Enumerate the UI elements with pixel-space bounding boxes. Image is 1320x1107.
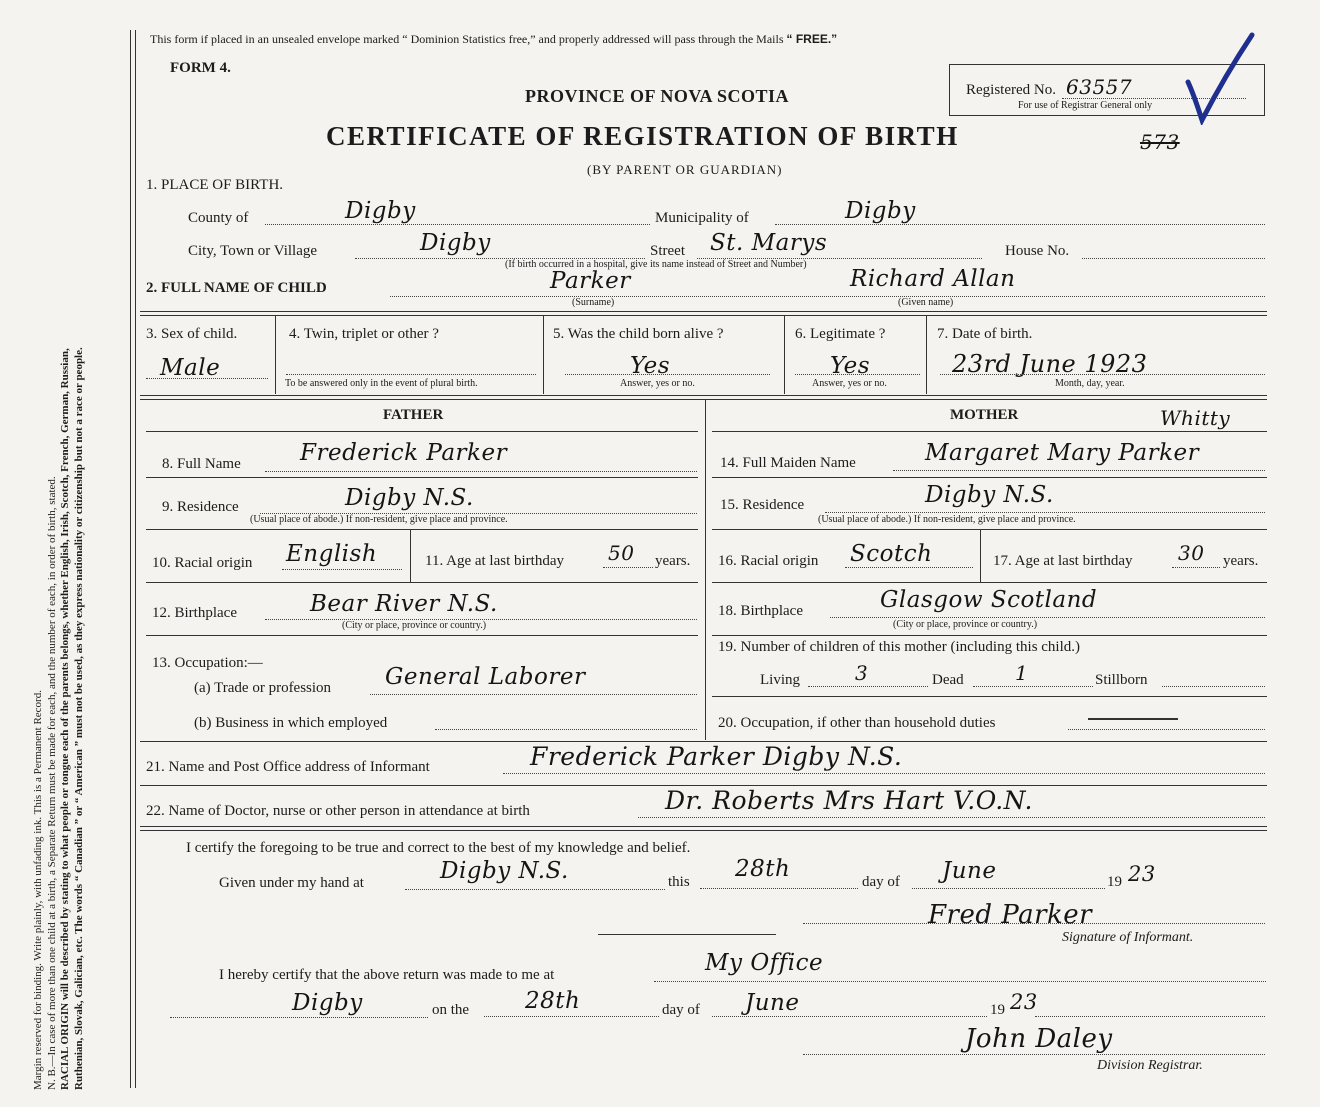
informant-value: Frederick Parker Digby N.S. [530, 742, 903, 771]
business-label: (b) Business in which employed [194, 715, 388, 731]
street-value: St. Marys [710, 230, 828, 256]
father-race-value: English [286, 541, 378, 567]
occupation-label: 13. Occupation:— [152, 655, 263, 671]
mother-age-label: 17. Age at last birthday [993, 553, 1133, 569]
surname-caption: (Surname) [572, 297, 615, 308]
onthe-label: on the [432, 1002, 470, 1018]
dob-caption: Month, day, year. [1055, 378, 1125, 389]
given-name-value: Richard Allan [850, 266, 1016, 292]
mother-race-label: 16. Racial origin [718, 553, 819, 569]
this-label: this [668, 874, 690, 890]
page-title: CERTIFICATE OF REGISTRATION OF BIRTH [326, 121, 959, 151]
page-subtitle: (BY PARENT OR GUARDIAN) [587, 162, 783, 177]
mother-occupation-dash [1088, 718, 1178, 720]
living-label: Living [760, 672, 800, 688]
mother-age-unit: years. [1223, 553, 1259, 569]
informant-signature: Fred Parker [928, 900, 1093, 930]
legit-caption: Answer, yes or no. [812, 378, 887, 389]
mother-res-label: 15. Residence [720, 497, 805, 513]
father-res-value: Digby N.S. [345, 485, 474, 511]
father-header: FATHER [383, 407, 444, 423]
dob-value: 23rd June 1923 [952, 350, 1148, 378]
form-number: FORM 4. [170, 60, 231, 76]
twin-label: 4. Twin, triplet or other ? [289, 326, 439, 342]
alive-caption: Answer, yes or no. [620, 378, 695, 389]
mother-res-value: Digby N.S. [925, 482, 1054, 508]
mother-birth-caption: (City or place, province or country.) [893, 619, 1038, 630]
dead-label: Dead [932, 672, 964, 688]
margin-line-4: Ruthenian, Slovak, Galician, etc. The words “ Canadian ” or “ American ” must not be used, as they express nationality or citizenship but not a race or people. [72, 347, 85, 1090]
doctor-label: 22. Name of Doctor, nurse or other person in attendance at birth [146, 803, 530, 819]
place-section-label: 1. PLACE OF BIRTH. [146, 177, 284, 193]
province-heading: PROVINCE OF NOVA SCOTIA [525, 86, 790, 106]
father-birth-caption: (City or place, province or country.) [342, 620, 487, 631]
father-name-value: Frederick Parker [300, 440, 508, 466]
margin-line-1: Margin reserved for binding. Write plainly, with unfading ink. This is a Permanent Record. [32, 690, 44, 1090]
certify-year-value: 23 [1128, 862, 1156, 886]
living-value: 3 [855, 661, 869, 685]
father-res-caption: (Usual place of abode.) If non-resident, give place and province. [250, 514, 508, 525]
father-res-label: 9. Residence [162, 499, 239, 515]
child-name-label: 2. FULL NAME OF CHILD [146, 280, 327, 296]
registrar-note: For use of Registrar General only [1018, 100, 1153, 111]
father-age-value: 50 [608, 541, 635, 565]
mother-birth-value: Glasgow Scotland [880, 587, 1098, 613]
registrar-sig-caption: Division Registrar. [1097, 1058, 1203, 1073]
certify-dayof-label: day of [862, 874, 900, 890]
registrar-place-value: My Office [705, 950, 824, 976]
father-age-unit: years. [655, 553, 691, 569]
father-race-label: 10. Racial origin [152, 555, 253, 571]
trade-label: (a) Trade or profession [194, 680, 332, 696]
alive-label: 5. Was the child born alive ? [553, 326, 724, 342]
checkmark-icon [1180, 30, 1260, 125]
city-value: Digby [420, 230, 491, 256]
legit-value: Yes [830, 353, 871, 379]
surname-value: Parker [550, 268, 631, 294]
maiden-correction: Whitty [1160, 406, 1231, 430]
alive-value: Yes [630, 353, 671, 379]
house-label: House No. [1005, 243, 1070, 259]
registrar-signature: John Daley [965, 1024, 1113, 1054]
county-label: County of [188, 210, 249, 226]
sex-value: Male [160, 355, 221, 381]
doctor-value: Dr. Roberts Mrs Hart V.O.N. [665, 786, 1033, 815]
registrar-dayof-label: day of [662, 1002, 700, 1018]
informant-label: 21. Name and Post Office address of Informant [146, 759, 430, 775]
left-border [130, 30, 131, 1088]
registrar-statement: I hereby certify that the above return was made to me at [219, 967, 555, 983]
county-value: Digby [345, 198, 416, 224]
margin-line-3: RACIAL ORIGIN will be described by stating to what people or tongue each of the parents belongs, whether English, Irish, Scotch, French, German, Russian, [59, 348, 71, 1090]
certify-year-prefix: 19 [1107, 874, 1122, 890]
corner-number: 573 [1140, 130, 1180, 154]
dob-label: 7. Date of birth. [937, 326, 1033, 342]
street-label: Street [650, 243, 685, 259]
maiden-name-label: 14. Full Maiden Name [720, 455, 856, 471]
registrar-year-prefix: 19 [990, 1002, 1005, 1018]
maiden-name-value: Margaret Mary Parker [925, 440, 1200, 466]
father-birth-label: 12. Birthplace [152, 605, 237, 621]
mother-header: MOTHER [950, 407, 1019, 423]
municipality-value: Digby [845, 198, 916, 224]
registrar-town-value: Digby [292, 990, 363, 1016]
stillborn-label: Stillborn [1095, 672, 1148, 688]
city-label: City, Town or Village [188, 243, 318, 259]
margin-instructions [32, 10, 86, 1090]
certify-statement: I certify the foregoing to be true and correct to the best of my knowledge and belief. [186, 840, 691, 856]
registrar-month-value: June [745, 990, 800, 1016]
registered-label: Registered No. [966, 82, 1056, 98]
hospital-note: (If birth occurred in a hospital, give its name instead of Street and Number) [505, 259, 807, 270]
registered-number: 63557 [1066, 75, 1133, 99]
mother-res-caption: (Usual place of abode.) If non-resident, give place and province. [818, 514, 1076, 525]
registrar-year-value: 23 [1010, 990, 1038, 1014]
municipality-label: Municipality of [655, 210, 749, 226]
sex-label: 3. Sex of child. [146, 326, 238, 342]
mother-occupation-label: 20. Occupation, if other than household duties [718, 715, 996, 731]
mother-birth-label: 18. Birthplace [718, 603, 803, 619]
registrar-day-value: 28th [525, 988, 581, 1014]
margin-line-2: N. B.—In case of more than one child at a birth, a Separate Return must be made for each, and the number of each, in order of birth, stated. [45, 476, 58, 1090]
mother-race-value: Scotch [850, 541, 933, 567]
twin-note: To be answered only in the event of plural birth. [285, 378, 478, 389]
father-age-label: 11. Age at last birthday [425, 553, 564, 569]
father-name-label: 8. Full Name [162, 456, 241, 472]
informant-sig-caption: Signature of Informant. [1062, 930, 1194, 945]
certify-day-value: 28th [735, 856, 791, 882]
given-label: Given under my hand at [219, 875, 364, 891]
given-name-caption: (Given name) [898, 297, 954, 308]
trade-value: General Laborer [385, 664, 586, 690]
legit-label: 6. Legitimate ? [795, 326, 886, 342]
mail-notice: This form if placed in an unsealed envelope marked “ Dominion Statistics free,” and properly addressed will pass through the Mails “ FREE.” [150, 32, 838, 46]
certify-month-value: June [942, 858, 997, 884]
father-birth-value: Bear River N.S. [310, 591, 498, 617]
children-label: 19. Number of children of this mother (including this child.) [718, 639, 1081, 655]
mother-age-value: 30 [1178, 541, 1205, 565]
left-border-inner [135, 30, 136, 1088]
given-place-value: Digby N.S. [440, 858, 569, 884]
dead-value: 1 [1015, 661, 1029, 685]
